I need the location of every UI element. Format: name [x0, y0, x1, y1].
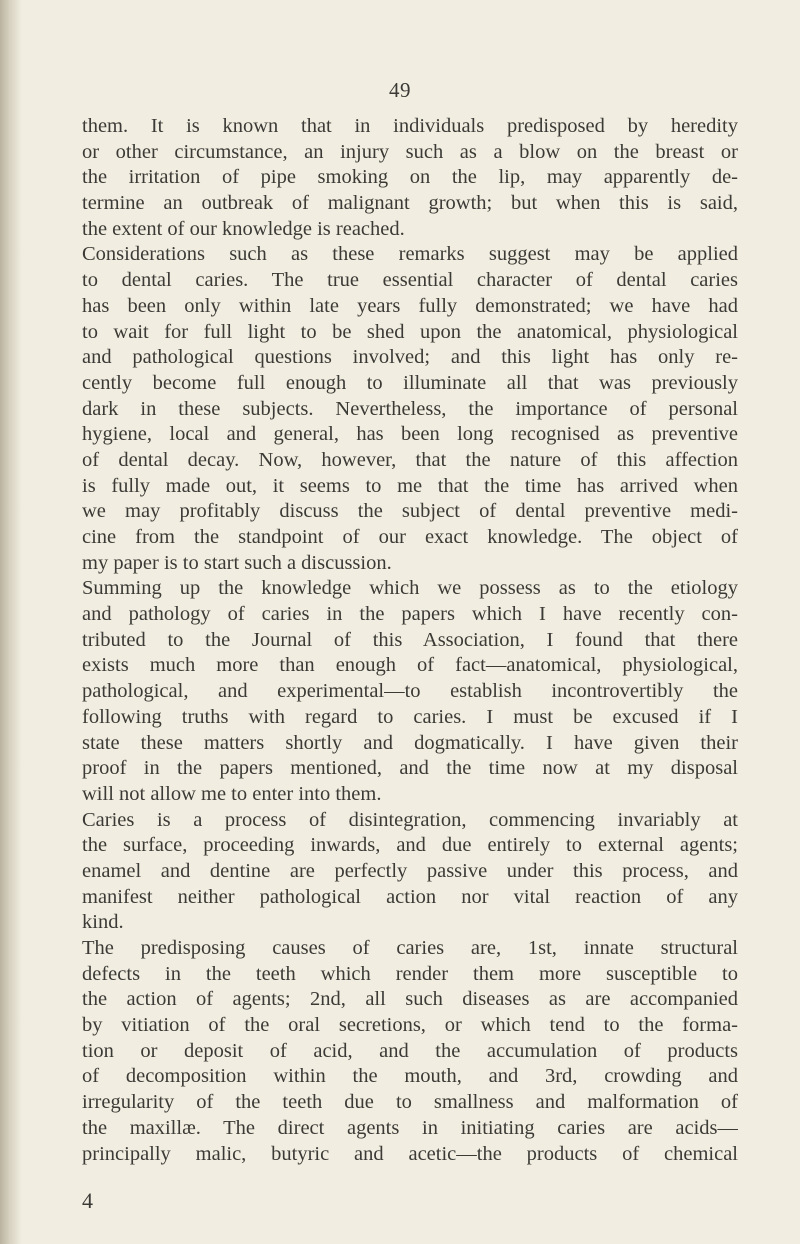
text-line: state these matters shortly and dogmatically. I have given their	[82, 731, 738, 754]
text-line: enamel and dentine are perfectly passive under this process, and	[82, 859, 738, 882]
text-line: tion or deposit of acid, and the accumulation of products	[82, 1039, 738, 1062]
text-line: Considerations such as these remarks suggest may be applied	[82, 243, 738, 266]
text-line: tributed to the Journal of this Association, I found that there	[82, 628, 738, 651]
text-line: Summing up the knowledge which we possess as to the etiology	[82, 577, 738, 600]
text-line: hygiene, local and general, has been long recognised as preventive	[82, 423, 738, 446]
text-line: cine from the standpoint of our exact knowledge. The object of	[82, 526, 738, 548]
text-line: we may profitably discuss the subject of dental preventive medi-	[82, 500, 738, 523]
text-line: cently become full enough to illuminate all that was previously	[82, 371, 738, 394]
binding-shadow	[0, 0, 22, 1244]
text-line: to wait for full light to be shed upon the anatomical, physiological	[82, 320, 738, 343]
text-line: the surface, proceeding inwards, and due entirely to external agents;	[82, 834, 738, 857]
text-line: principally malic, butyric and acetic—the products of chemical	[82, 1142, 738, 1165]
text-line: irregularity of the teeth due to smallness and malformation of	[82, 1091, 738, 1114]
paragraph-end-line: the extent of our knowledge is reached.	[82, 217, 405, 240]
text-line: of decomposition within the mouth, and 3rd, crowding and	[82, 1065, 738, 1088]
paragraph-end-line: my paper is to start such a discussion.	[82, 551, 392, 574]
text-line: Caries is a process of disintegration, commencing invariably at	[82, 808, 738, 831]
text-line: exists much more than enough of fact—anatomical, physiological,	[82, 654, 738, 677]
text-line: has been only within late years fully demonstrated; we have had	[82, 294, 738, 317]
text-line: following truths with regard to caries. I must be excused if I	[82, 705, 738, 728]
text-line: the action of agents; 2nd, all such diseases as are accompanied	[82, 988, 738, 1011]
body-text	[82, 114, 738, 1167]
text-line: or other circumstance, an injury such as a blow on the breast or	[82, 140, 738, 163]
text-line: and pathological questions involved; and this light has only re-	[82, 346, 738, 369]
text-line: proof in the papers mentioned, and the time now at my disposal	[82, 757, 738, 780]
signature-mark: 4	[82, 1188, 93, 1213]
text-line: and pathology of caries in the papers which I have recently con-	[82, 603, 738, 626]
text-line: is fully made out, it seems to me that the time has arrived when	[82, 474, 738, 497]
text-line: to dental caries. The true essential character of dental caries	[82, 269, 738, 292]
paragraph-end-line: kind.	[82, 911, 124, 934]
text-line: The predisposing causes of caries are, 1st, innate structural	[82, 937, 738, 959]
text-line: dark in these subjects. Nevertheless, the importance of personal	[82, 397, 738, 420]
text-line: pathological, and experimental—to establish incontrovertibly the	[82, 680, 738, 703]
text-line: by vitiation of the oral secretions, or which tend to the forma-	[82, 1014, 738, 1037]
text-line: manifest neither pathological action nor vital reaction of any	[82, 885, 738, 908]
page-number: 49	[389, 78, 411, 102]
text-line: the maxillæ. The direct agents in initiating caries are acids—	[82, 1116, 738, 1139]
text-line: the irritation of pipe smoking on the lip, may apparently de-	[82, 166, 738, 189]
text-line: of dental decay. Now, however, that the nature of this affection	[82, 448, 738, 471]
text-line: termine an outbreak of malignant growth; but when this is said,	[82, 192, 738, 215]
text-line: them. It is known that in individuals predisposed by heredity	[82, 115, 738, 137]
paragraph-end-line: will not allow me to enter into them.	[82, 782, 382, 805]
text-line: defects in the teeth which render them more susceptible to	[82, 962, 738, 985]
